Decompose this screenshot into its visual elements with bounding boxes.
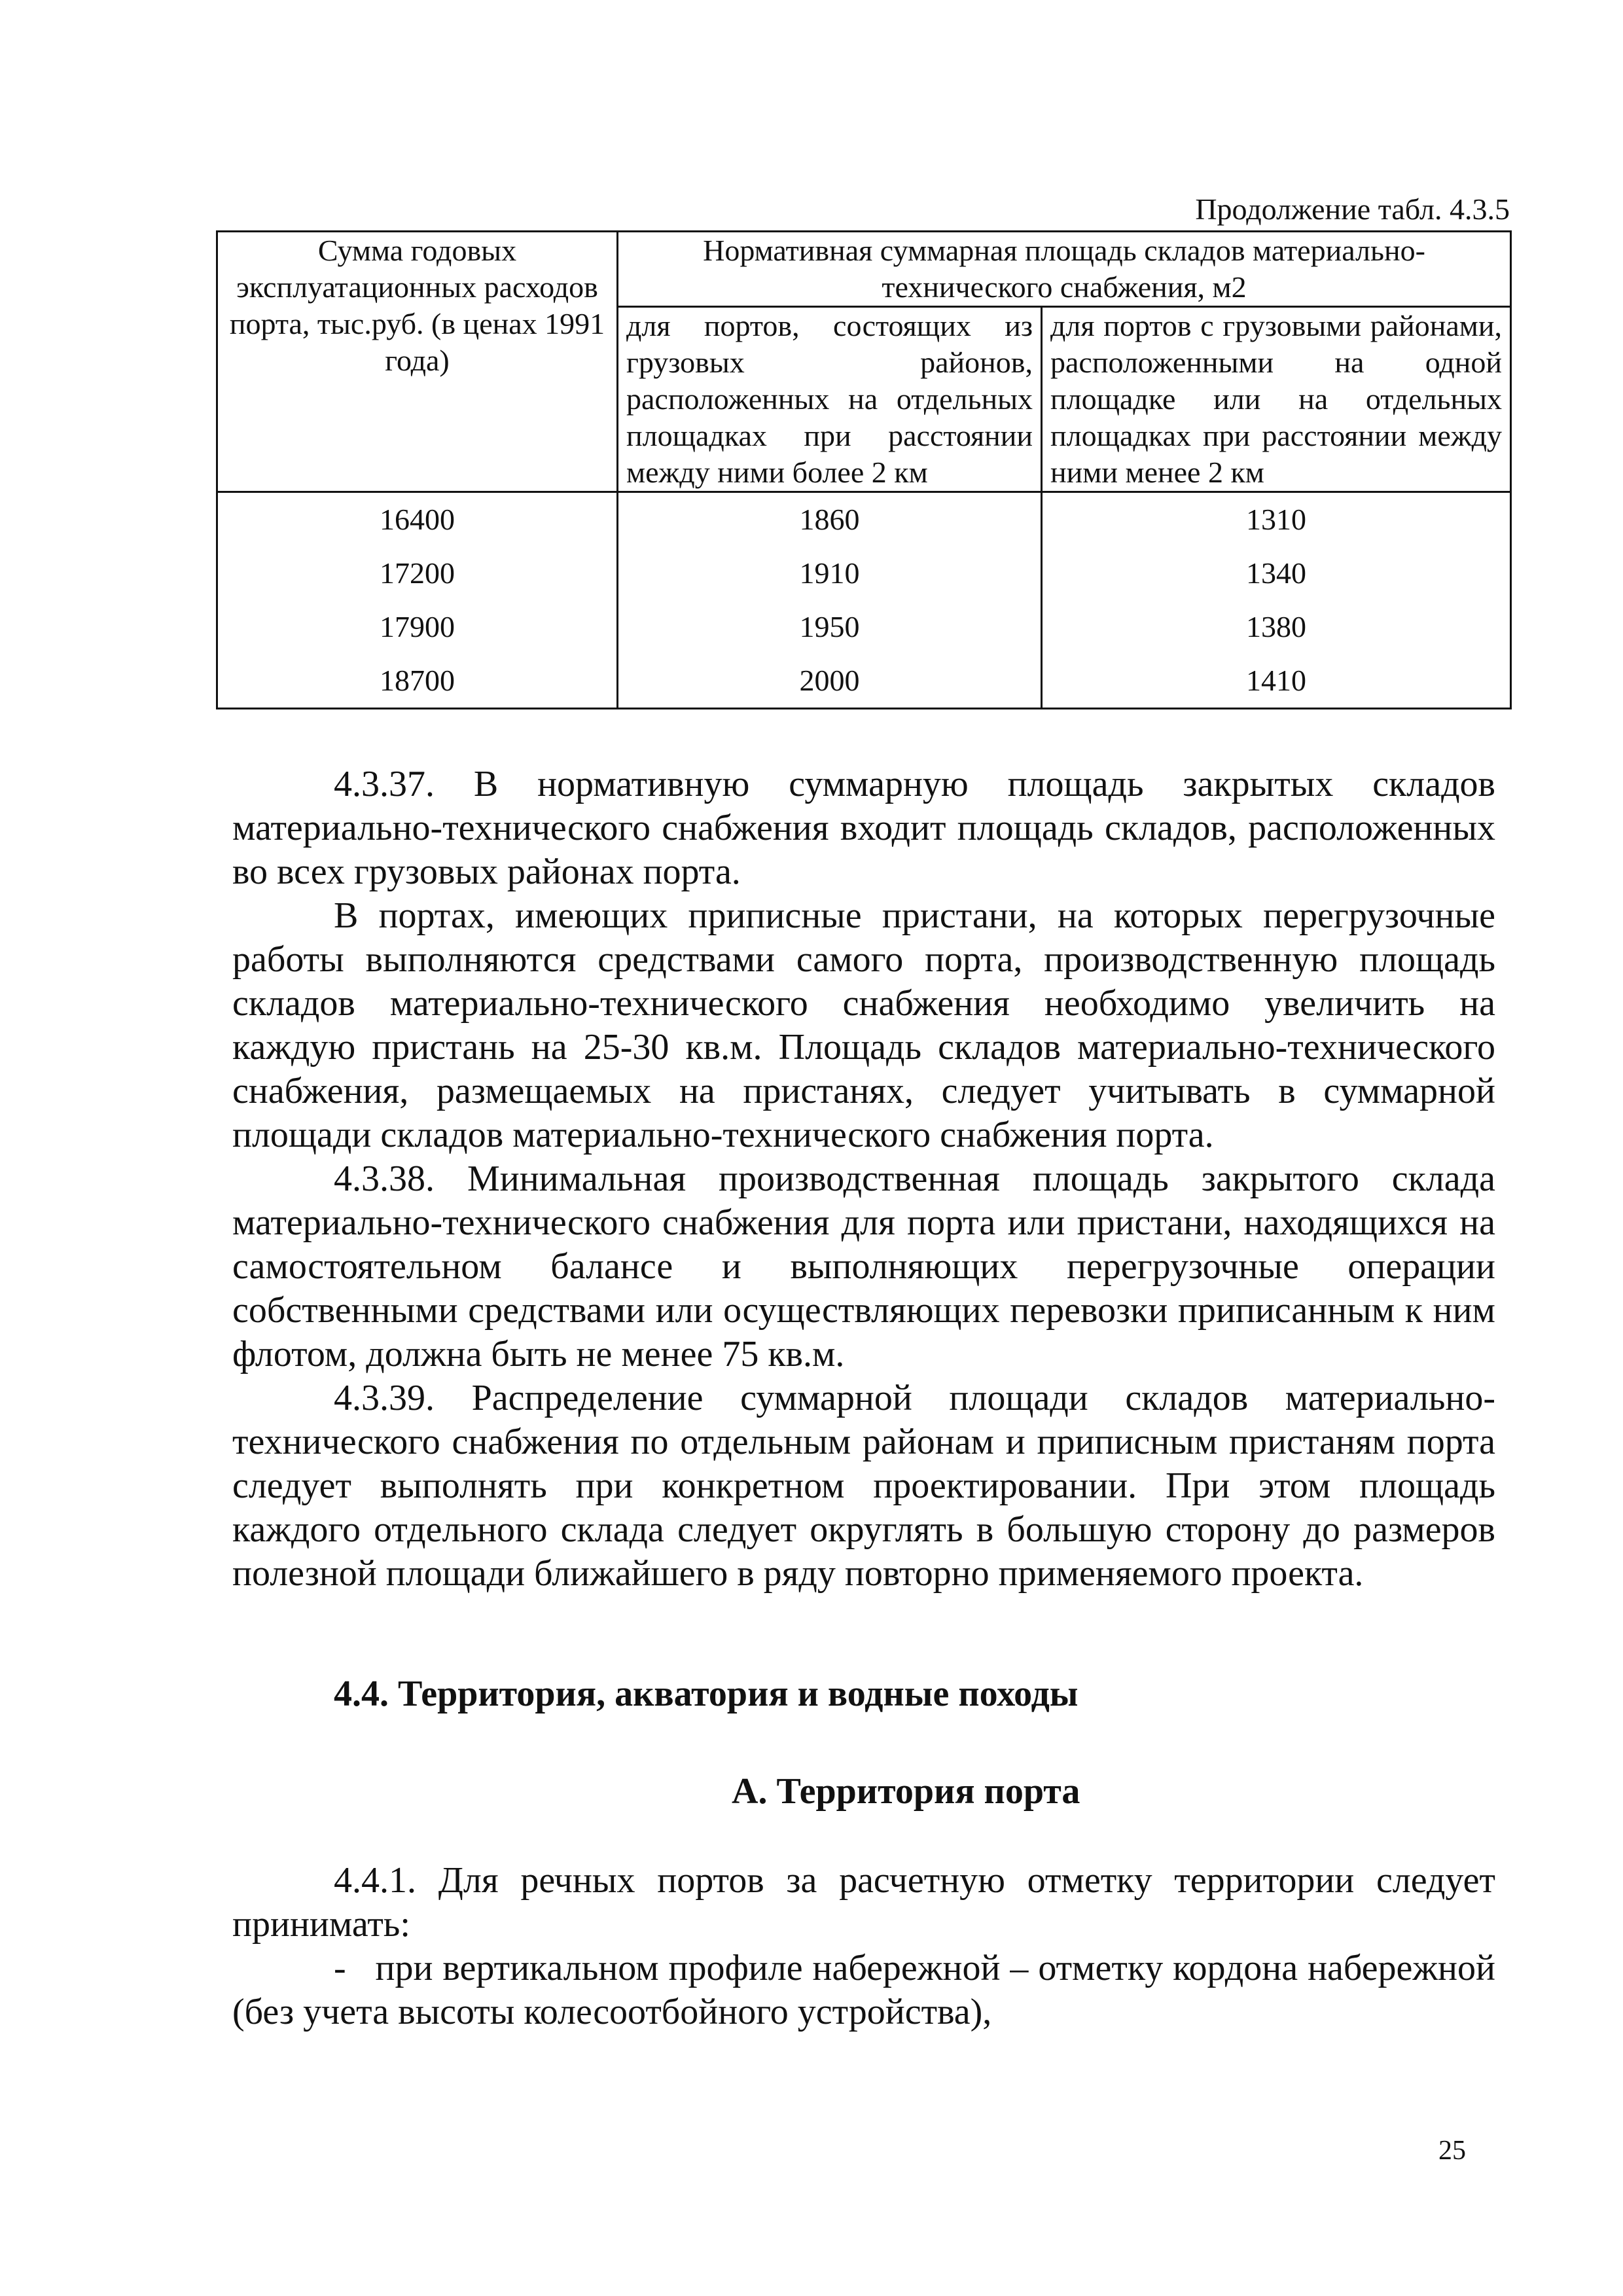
table-cell: 16400 — [217, 492, 618, 547]
table-row — [217, 547, 1511, 600]
paragraph-4-3-37: 4.3.37. В нормативную суммарную площадь закрытых складов материально-технического снабжения входит площадь складов, расположенных во всех грузовых районах порта. — [232, 764, 1495, 892]
paragraph-4-3-39: 4.3.39. Распределение суммарной площади складов материально-технического снабжения по отдельным районам и приписным пристаням порта следует выполнять при конкретном проектировании. При этом площадь каждого отдельного склада следует округлять в большую сторону до размеров полезной площади ближайшего в ряду повторно применяемого проекта. — [232, 1378, 1495, 1594]
table-row — [217, 654, 1511, 709]
body-text-block-2 — [232, 1859, 1505, 2034]
list-item-vertical-profile: - при вертикальном профиле набережной – отметку кордона набережной (без учета высоты колесоотбойного устройства), — [232, 1948, 1505, 2032]
table-cell: 2000 — [618, 654, 1042, 709]
paragraph-4-3-38: 4.3.38. Минимальная производственная площадь закрытого склада материально-технического снабжения для порта или пристани, находящихся на самостоятельном балансе и выполняющих перегрузочные операции собственными средствами или осуществляющих перевозки приписанным к ним флотом, должна быть не менее 75 кв.м. — [232, 1158, 1495, 1374]
table-row — [217, 600, 1511, 654]
table-cell: 1340 — [1042, 547, 1511, 600]
table-cell: 18700 — [217, 654, 618, 709]
table-cell: 1860 — [618, 492, 1042, 547]
table-cell: 1310 — [1042, 492, 1511, 547]
header-single-site: для портов с грузовыми районами, расположенными на одной площадке или на отдельных площадках при расстоянии между ними менее 2 км — [1042, 307, 1511, 492]
table-caption: Продолжение табл. 4.3.5 — [1195, 192, 1510, 226]
subsection-heading: А. Территория порта — [732, 1771, 1080, 1812]
table-cell: 1910 — [618, 547, 1042, 600]
table-cell: 1380 — [1042, 600, 1511, 654]
paragraph-attached-piers: В портах, имеющих приписные пристани, на которых перегрузочные работы выполняются средствами самого порта, производственную площадь складов материально-технического снабжения необходимо увеличить на каждую пристань на 25-30 кв.м. Площадь складов материально-технического снабжения, размещаемых на пристанях, следует учитывать в суммарной площади складов материально-технического снабжения порта. — [232, 895, 1495, 1155]
warehouse-area-table — [216, 230, 1512, 709]
section-heading: 4.4. Территория, акватория и водные походы — [334, 1674, 1079, 1714]
table-cell: 17900 — [217, 600, 618, 654]
page-number: 25 — [1438, 2136, 1466, 2166]
header-normative-area: Нормативная суммарная площадь складов материально-технического снабжения, м2 — [618, 232, 1511, 307]
table-cell: 1950 — [618, 600, 1042, 654]
header-annual-expenses: Сумма годовых эксплуатационных расходов порта, тыс.руб. (в ценах 1991 года) — [217, 232, 618, 492]
table-cell: 17200 — [217, 547, 618, 600]
table-cell: 1410 — [1042, 654, 1511, 709]
table-row — [217, 492, 1511, 547]
paragraph-4-4-1: 4.4.1. Для речных портов за расчетную отметку территории следует принимать: — [232, 1860, 1495, 1945]
header-separate-sites: для портов, состоящих из грузовых районов, расположенных на отдельных площадках при расстоянии между ними более 2 км — [618, 307, 1042, 492]
body-text-block — [232, 762, 1495, 1596]
